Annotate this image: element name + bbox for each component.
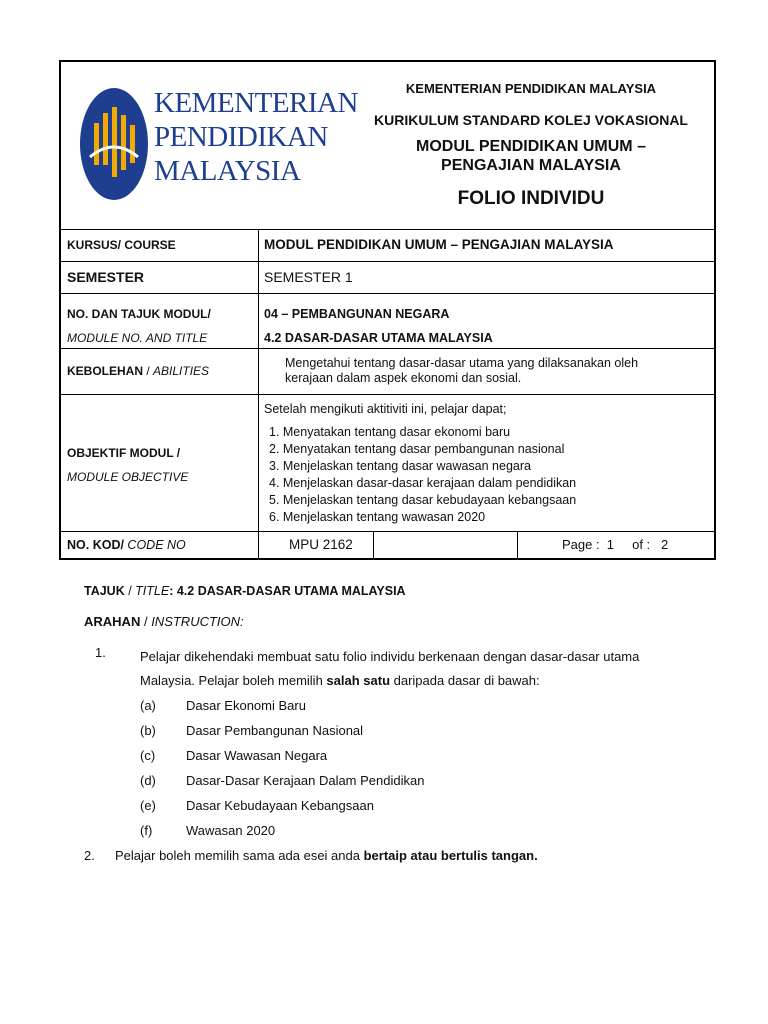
instruction-italic: INSTRUCTION xyxy=(151,614,241,629)
module-label xyxy=(67,302,211,350)
objective-intro: Setelah mengikuti aktitiviti ini, pelajar dapat; xyxy=(264,402,507,416)
page-cell xyxy=(517,531,715,560)
abilities-label-bold: KEBOLEHAN xyxy=(67,364,144,378)
item-1-text xyxy=(140,645,639,693)
title-sep: / xyxy=(124,584,136,598)
title-italic: TITLE xyxy=(135,584,170,598)
instruction-colon: : xyxy=(240,614,244,629)
folio-title: FOLIO INDIVIDU xyxy=(457,188,605,209)
item-1-emphasis: salah satu xyxy=(326,673,391,688)
instruction-label: ARAHAN xyxy=(84,614,141,629)
objective-label xyxy=(67,441,188,489)
curriculum-name: KURIKULUM STANDARD KOLEJ VOKASIONAL xyxy=(374,112,688,128)
module-title xyxy=(351,137,711,175)
module-value xyxy=(264,302,493,350)
abilities-label xyxy=(67,364,209,378)
option-text: Dasar-Dasar Kerajaan Dalam Pendidikan xyxy=(186,773,425,788)
option-text: Dasar Wawasan Negara xyxy=(186,748,328,763)
code-value: MPU 2162 xyxy=(289,537,353,552)
logo-line-3: MALAYSIA xyxy=(154,155,301,187)
objective-item: 5. Menjelaskan tentang dasar kebudayaan kebangsaan xyxy=(269,493,577,507)
title-line xyxy=(84,584,406,598)
abilities-label-italic: ABILITIES xyxy=(153,364,210,378)
objective-list xyxy=(269,424,576,526)
abilities-row xyxy=(61,348,714,395)
item-1-line-2-a: Malaysia. Pelajar boleh memilih xyxy=(140,673,327,688)
option-text: Wawasan 2020 xyxy=(186,823,276,838)
objective-row xyxy=(61,394,714,532)
logo-line-2: PENDIDIKAN xyxy=(154,121,328,153)
code-label-italic: CODE NO xyxy=(123,538,186,552)
semester-value: SEMESTER 1 xyxy=(264,269,353,285)
module-value-line-1: 04 – PEMBANGUNAN NEGARA xyxy=(264,307,450,321)
item-2-text xyxy=(115,848,538,863)
page-indicator: Page : 1 of : 2 xyxy=(562,537,669,552)
item-2-emphasis: bertaip atau bertulis tangan. xyxy=(363,848,538,863)
module-row xyxy=(61,293,714,349)
option-key: (a) xyxy=(140,698,156,713)
logo-wordmark xyxy=(154,86,358,188)
document-header-table xyxy=(59,60,716,560)
code-label-bold: NO. KOD/ xyxy=(67,538,124,552)
header-section xyxy=(61,62,714,230)
item-2-number: 2. xyxy=(84,848,95,863)
abilities-line-1: Mengetahui tentang dasar-dasar utama yang dilaksanakan oleh xyxy=(285,356,639,370)
option-text: Dasar Kebudayaan Kebangsaan xyxy=(186,798,374,813)
title-label: TAJUK xyxy=(84,584,125,598)
item-1-number: 1. xyxy=(95,645,106,660)
abilities-label-sep: / xyxy=(143,364,154,378)
code-label xyxy=(67,538,186,552)
semester-label: SEMESTER xyxy=(67,269,145,285)
logo-line-1: KEMENTERIAN xyxy=(154,87,358,119)
objective-item: 6. Menjelaskan tentang wawasan 2020 xyxy=(269,510,486,524)
objective-item: 4. Menjelaskan dasar-dasar kerajaan dalam pendidikan xyxy=(269,476,577,490)
course-row xyxy=(61,229,714,262)
objective-item: 3. Menjelaskan tentang dasar wawasan negara xyxy=(269,459,531,473)
course-label: KURSUS/ COURSE xyxy=(67,238,176,252)
instruction-sep: / xyxy=(140,614,152,629)
ministry-name: KEMENTERIAN PENDIDIKAN MALAYSIA xyxy=(405,81,657,96)
item-1-line-2 xyxy=(140,669,639,693)
option-key: (e) xyxy=(140,798,156,813)
objective-item: 2. Menyatakan tentang dasar pembangunan nasional xyxy=(269,442,565,456)
item-1-line-2-c: daripada dasar di bawah: xyxy=(390,673,540,688)
abilities-value xyxy=(285,356,638,386)
ministry-logo xyxy=(78,82,358,207)
item-1-line-1: Pelajar dikehendaki membuat satu folio individu berkenaan dengan dasar-dasar utama xyxy=(140,649,640,664)
option-text: Dasar Ekonomi Baru xyxy=(186,698,306,713)
instruction-heading xyxy=(84,614,244,629)
option-key: (f) xyxy=(140,823,153,838)
ministry-emblem-icon xyxy=(78,85,150,203)
objective-label-line-1: OBJEKTIF MODUL / xyxy=(67,446,181,460)
module-label-line-2: MODULE NO. AND TITLE xyxy=(67,331,208,345)
module-label-line-1: NO. DAN TAJUK MODUL/ xyxy=(67,307,211,321)
course-value: MODUL PENDIDIKAN UMUM – PENGAJIAN MALAYSIA xyxy=(264,237,614,252)
objective-item: 1. Menyatakan tentang dasar ekonomi baru xyxy=(269,425,511,439)
objective-label-line-2: MODULE OBJECTIVE xyxy=(67,470,189,484)
module-title-line-2: PENGAJIAN MALAYSIA xyxy=(441,157,621,174)
title-value: : 4.2 DASAR-DASAR UTAMA MALAYSIA xyxy=(169,584,406,598)
code-spacer-cell xyxy=(373,531,518,560)
item-2-a: Pelajar boleh memilih sama ada esei anda xyxy=(115,848,364,863)
option-key: (d) xyxy=(140,773,156,788)
abilities-line-2: kerajaan dalam aspek ekonomi dan sosial. xyxy=(285,371,522,385)
module-value-line-2: 4.2 DASAR-DASAR UTAMA MALAYSIA xyxy=(264,331,493,345)
option-key: (c) xyxy=(140,748,156,763)
module-title-line-1: MODUL PENDIDIKAN UMUM – xyxy=(416,138,646,155)
semester-row xyxy=(61,261,714,294)
option-text: Dasar Pembangunan Nasional xyxy=(186,723,364,738)
option-key: (b) xyxy=(140,723,156,738)
